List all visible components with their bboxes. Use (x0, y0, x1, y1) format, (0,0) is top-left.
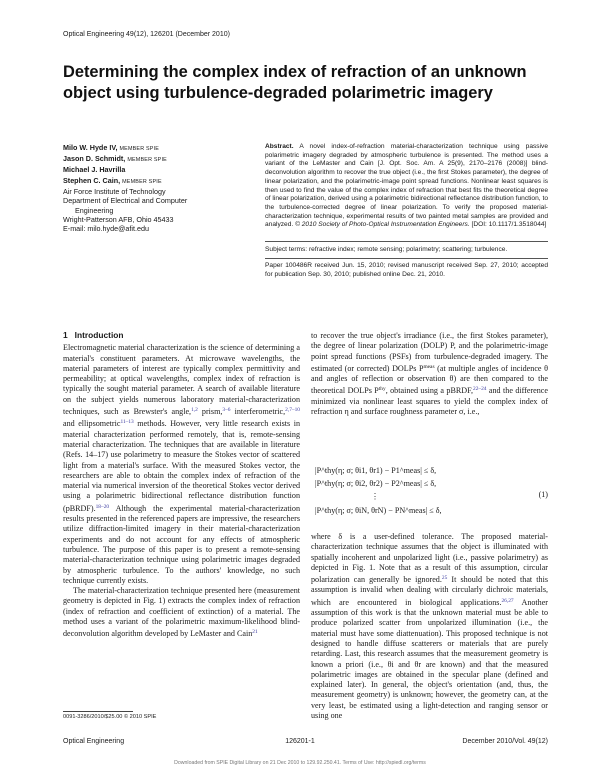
running-head: Optical Engineering 49(12), 126201 (December 2010) (63, 31, 230, 38)
text-run: prism, (197, 407, 223, 417)
superscript: thy (378, 386, 386, 393)
abstract-copyright: © 2010 Society of Photo-Optical Instrumentation Engineers. (295, 221, 470, 229)
intro-paragraph-1 (63, 343, 300, 586)
section-title: Introduction (74, 330, 124, 340)
author (63, 143, 253, 154)
equation-line: |P^thy(η; σ; θi2, θr2) − P2^meas| ≤ δ, (315, 479, 437, 488)
text-run: (at multiple angles of incidence θ (434, 363, 548, 373)
citation[interactable]: 21 (252, 629, 258, 636)
citation[interactable]: 2,7–10 (285, 407, 300, 414)
citation[interactable]: 26,27 (501, 597, 514, 604)
section-number: 1 (63, 330, 68, 340)
paper-title: Determining the complex index of refraction of an unknown object using turbulence-degraded polarimetric imagery (63, 63, 527, 102)
affiliation-department-cont: Engineering (75, 205, 114, 215)
right-column-top (311, 331, 548, 417)
text-run: , obtained using a pBRDF, (385, 386, 473, 396)
text-run: ) are then compared to the theoretical DOLPs P (311, 374, 548, 396)
text-run: methods. However, very little research exists in material characterization performed remotely, that is, remote-sensing material characterization. The techniques that are available in literature (Refs. 14–17) use polarimetry to measure the Stokes vector of scattered light from a material's surface. With the measured Stokes vector, the researchers are able to obtain the complex index of refraction of the material via numerical inversion of the theoretical Stokes vector derived using a polarimetric bidirectional reflectance distribution function (pBRDF). (63, 419, 300, 513)
issn-footnote: 0091-3286/2010/$25.00 © 2010 SPIE (63, 714, 157, 720)
subject-terms: Subject terms: refractive index; remote sensing; polarimetry; scattering; turbulence. (265, 246, 508, 253)
author (63, 176, 253, 187)
text-run: The material-characterization technique presented here (measurement geometry is depicted in Fig. 1) extracts the complex index of refraction (index of refraction and coefficient of extinction) of a material. The method uses a variant of the polarimetric maximum-likelihood blind-deconvolution algorithm developed by LeMaster and Cain (63, 586, 300, 639)
equation-line: |P^thy(η; σ; θi1, θr1) − P1^meas| ≤ δ, (315, 466, 437, 475)
right-column-bottom (311, 532, 548, 721)
text-run: and the difference minimized via nonlinear least squares to yield the complex index of refraction η and surface roughness parameter σ, i.e., (311, 386, 548, 417)
citation[interactable]: 25 (441, 575, 448, 582)
intro-paragraph-2 (63, 586, 300, 639)
abstract-text: A novel index-of-refraction material-characterization technique using passive polarimetric imagery degraded by atmospheric turbulence is presented. The method uses a variant of the LeMaster and Cain [J. Opt. Soc. Am. A 25(9), 2170–2176 (2008)] blind-deconvolution algorithm to recover the true object (i.e., the first Stokes parameter), the degree of linear polarization, and the polarimetric-image point spread functions. Nonlinear least squares is then used to find the value of the complex index of refraction that best fits the theoretical degree of linear polarization, derived using a polarimetric bidirectional reflectance distribution function, to the turbulence-corrected degree of linear polarization. To verify the proposed material-characterization technique, experimental results of two painted metal samples are provided and analyzed. (265, 143, 549, 229)
author-name: Jason D. Schmidt, (63, 154, 126, 164)
author-email[interactable]: E-mail: milo.hyde@afit.edu (63, 223, 149, 233)
citation[interactable]: 3–6 (222, 407, 231, 414)
intro-paragraph-4 (311, 532, 548, 721)
abstract-divider (265, 241, 548, 242)
equation-line: |P^thy(η; σ; θiN, θrN) − PN^meas| ≤ δ, (315, 506, 442, 515)
text-run: It should be noted that this assumption is invalid when dealing with circularly dichroic materials, which are encountered in biological applications. (311, 575, 549, 607)
left-column (63, 330, 300, 640)
abstract (265, 143, 548, 230)
citation[interactable]: 22–24 (473, 386, 487, 393)
affiliation-institution: Air Force Institute of Technology (63, 187, 166, 197)
text-run: and ellipsometric (63, 419, 121, 429)
intro-paragraph-3 (311, 331, 548, 417)
equation-dots: ⋮ (371, 492, 380, 501)
author-membership: MEMBER SPIE (119, 146, 160, 152)
citation[interactable]: 1,2 (191, 407, 198, 414)
citation[interactable]: 18–20 (95, 503, 110, 510)
author-name: Michael J. Havrilla (63, 165, 126, 175)
text-run: Electromagnetic material characterization is the science of determining a material's constituent parameters. At microwave wavelengths, the material parameters of interest are typically complex permittivity and permeability; at optical wavelengths, complex index of refraction is typically the sought material parameter. A search of available literature on the subject yields numerous laboratory material-characterization techniques, such as Brewster's angle, (63, 343, 300, 417)
footnote-divider (63, 711, 133, 712)
equation-number: (1) (538, 490, 548, 499)
text-run: interferometric, (230, 407, 286, 417)
affiliation-department: Department of Electrical and Computer (63, 196, 188, 206)
download-notice[interactable]: Downloaded from SPIE Digital Library on 21 Dec 2010 to 129.92.250.41. Terms of Use: http://spiedl.org/terms (174, 760, 426, 766)
abstract-label: Abstract. (265, 143, 294, 150)
paper-history: Paper 100486R received Jun. 15, 2010; revised manuscript received Sep. 27, 2010; accepted for publication Sep. 30, 2010; published online Dec. 21, 2010. (265, 262, 548, 278)
author (63, 154, 253, 165)
section-heading (63, 330, 300, 340)
text-run: Although the experimental material-characterization results presented in the referenced papers are impressive, the researchers utilize diffraction-limited imagery in their material-characterization experiments and do not account for any effects of atmospheric turbulence. The purpose of this paper is to present a remote-sensing material-characterization technique using polarimetric images degraded by atmospheric turbulence. To the authors' knowledge, no such technique currently exists. (63, 503, 300, 585)
citation[interactable]: 11–13 (120, 419, 134, 426)
text-run: where δ is a user-defined tolerance. The proposed material-characterization technique assumes that the object is illuminated with spatially incoherent and unpolarized light (i.e., passive polarimetry) as depicted in Fig. 1. Note that as a result of this assumption, circular polarization can generally be ignored. (311, 532, 548, 585)
author-name: Milo W. Hyde IV, (63, 143, 118, 152)
author (63, 165, 253, 176)
text-run: Another assumption of this work is that the unknown material must be able to produce polarized scatter from unpolarized illumination (i.e., the material must have some diattenuation). This proposed technique is not designed to handle diffuse scatterers or materials that are purely retarding. Last, this research assumes that the measurement geometry is known a priori (i.e., θi and θr are known) and that the measured polarimetric images are obtained in the specular plane (defined and explained later). In general, the object's orientation (and, thus, the measurement geometry) is unknown; however, the geometry can, at the very least, be estimated using a light-detection and ranging sensor or using one (311, 597, 548, 721)
doi-link[interactable]: [DOI: 10.1117/1.3518044] (471, 221, 547, 229)
footer-journal: Optical Engineering (63, 738, 125, 745)
author-membership: MEMBER SPIE (127, 157, 167, 164)
subjects-divider (265, 258, 548, 259)
text-run: to recover the true object's irradiance (i.e., the first Stokes parameter), the degree of linear polarization (DOLP) P, and the polarimetric-image point spread functions (PSFs) from turbulence-degraded imagery. The estimated (or corrected) DOLPs P (311, 331, 548, 373)
author-membership: MEMBER SPIE (122, 179, 162, 186)
footer-issue: December 2010/Vol. 49(12) (462, 738, 548, 745)
affiliation-address: Wright-Patterson AFB, Ohio 45433 (63, 214, 174, 224)
text-run: and angles of reflection or observation θ (311, 374, 454, 384)
author-name: Stephen C. Cain, (63, 176, 121, 186)
equation-1 (311, 466, 548, 528)
footer-page-number: 126201-1 (285, 738, 315, 745)
superscript: meas (423, 363, 435, 370)
author-block (63, 143, 253, 233)
